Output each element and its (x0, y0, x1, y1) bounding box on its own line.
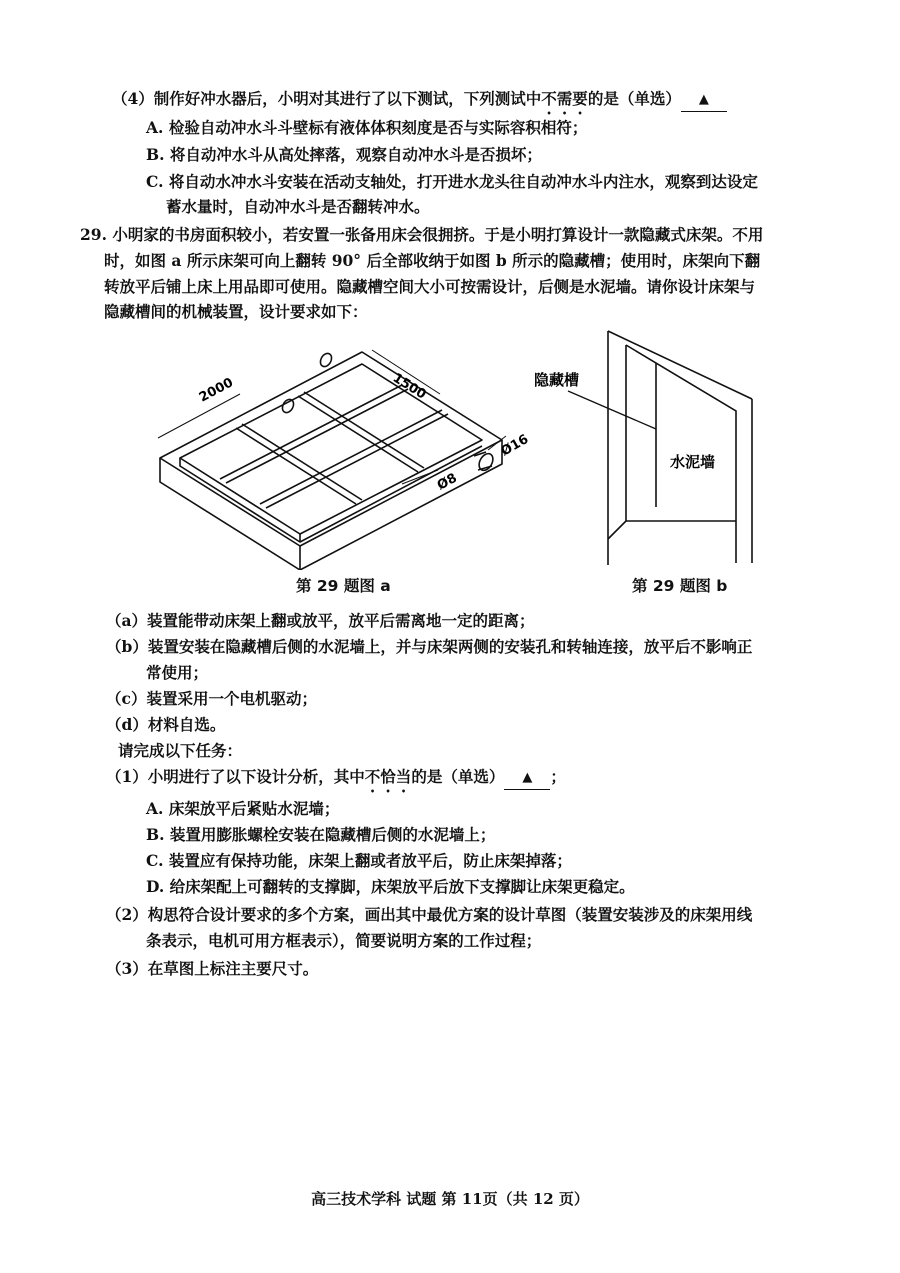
answer-blank-task1: ▲ (504, 765, 550, 790)
page-footer: 高三技术学科 试题 第 11页（共 12 页） (311, 1190, 589, 1208)
figure-a-caption: 第 29 题图 a (296, 577, 391, 595)
dim-width: 1500 (389, 370, 429, 403)
task-3: （3）在草图上标注主要尺寸。 (106, 959, 319, 978)
task-1-option-b: B. 装置用膨胀螺栓安装在隐藏槽后侧的水泥墙上； (146, 825, 496, 844)
hole-large-dim: Ø16 (498, 431, 532, 460)
task-2-line-1: （2）构思符合设计要求的多个方案，画出其中最优方案的设计草图（装置安装涉及的床架用线 (106, 905, 753, 924)
q29-intro-line-2: 时，如图 a 所示床架可向上翻转 90° 后全部收纳于如图 b 所示的隐藏槽；使用时，床架向下翻 (104, 251, 761, 270)
figure-b-hidden-slot (530, 325, 760, 570)
q29-intro-line-1: 29. 小明家的书房面积较小，若安置一张备用床会很拥挤。于是小明打算设计一款隐藏式床架。不用 (80, 225, 764, 244)
q28-4-option-a: A. 检验自动冲水斗斗壁标有液体体积刻度是否与实际容积相符； (146, 118, 588, 137)
q28-4-option-b: B. 将自动冲水斗从高处摔落，观察自动冲水斗是否损坏； (146, 145, 542, 164)
task-2-line-2: 条表示，电机可用方框表示），简要说明方案的工作过程； (146, 931, 542, 950)
requirement-d: （d）材料自选。 (106, 715, 226, 734)
q28-4-option-c-cont: 蓄水量时，自动冲水斗是否翻转冲水。 (166, 197, 430, 216)
answer-blank: ▲ (681, 87, 727, 112)
q28-4-option-c: C. 将自动水冲水斗安装在活动支轴处，打开进水龙头往自动冲水斗内注水，观察到达设定 (146, 172, 758, 191)
figure-b-caption: 第 29 题图 b (632, 577, 728, 595)
task-heading: 请完成以下任务： (118, 741, 243, 760)
task-1-option-d: D. 给床架配上可翻转的支撑脚，床架放平后放下支撑脚让床架更稳定。 (146, 877, 635, 896)
q29-intro-line-4: 隐藏槽间的机械装置，设计要求如下： (104, 302, 368, 321)
figure-a-bed-frame (140, 340, 540, 570)
task-1-option-c: C. 装置应有保持功能，床架上翻或者放平后，防止床架掉落； (146, 851, 572, 870)
requirement-a: （a）装置能带动床架上翻或放平，放平后需离地一定的距离； (106, 611, 535, 630)
task-1-option-a: A. 床架放平后紧贴水泥墙； (146, 799, 340, 818)
q29-intro-line-3: 转放平后铺上床上用品即可使用。隐藏槽空间大小可按需设计，后侧是水泥墙。请你设计床架与 (104, 277, 756, 296)
dim-length: 2000 (196, 375, 236, 406)
requirement-c: （c）装置采用一个电机驱动； (106, 689, 317, 708)
label-wall: 水泥墙 (670, 453, 716, 471)
hole-small-dim: Ø8 (434, 470, 460, 494)
label-slot: 隐藏槽 (534, 371, 580, 389)
requirement-b-cont: 常使用； (146, 663, 209, 682)
requirement-b: （b）装置安装在隐藏槽后侧的水泥墙上，并与床架两侧的安装孔和转轴连接，放平后不影响正 (106, 637, 753, 656)
q28-4-stem: （4）制作好冲水器后，小明对其进行了以下测试，下列测试中不需要的是（单选） ▲ (112, 88, 727, 118)
task-1-stem: （1）小明进行了以下设计分析，其中不恰当的是（单选） ▲ ； (106, 766, 566, 796)
